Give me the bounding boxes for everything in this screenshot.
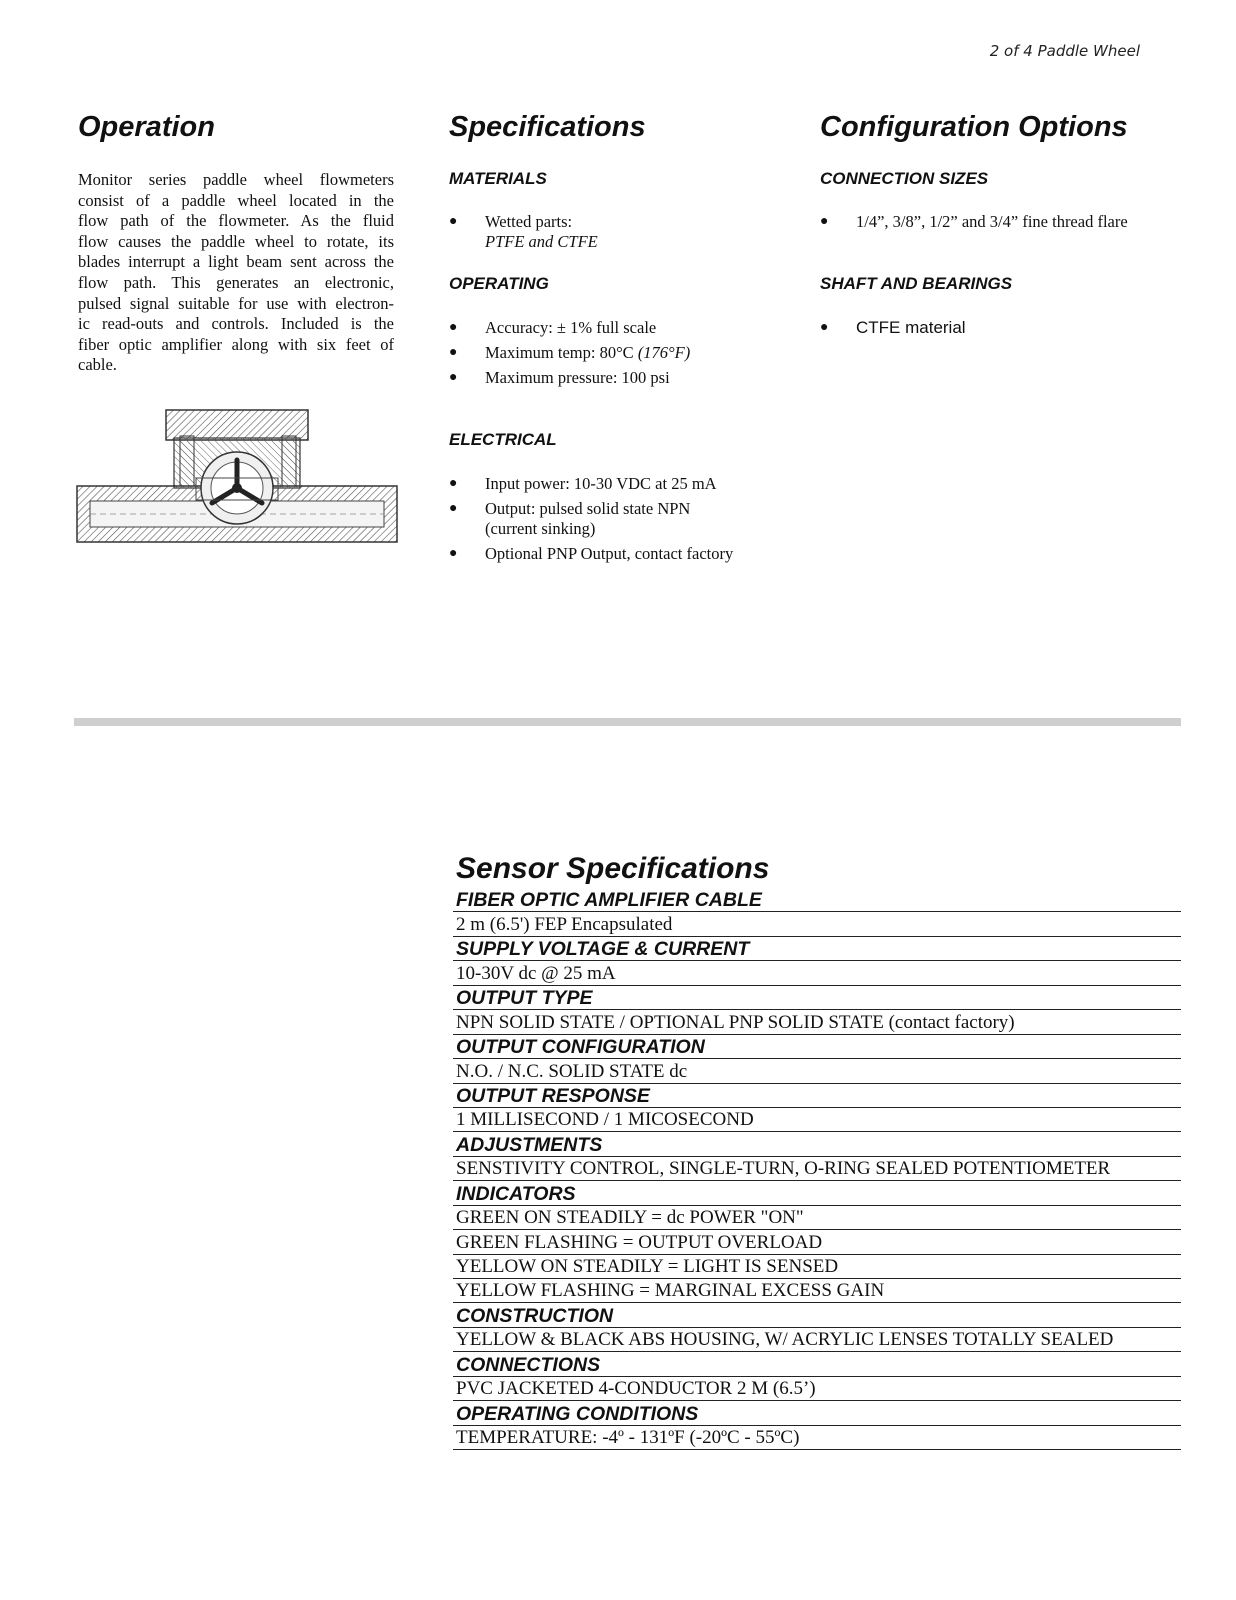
spec-category-heading: INDICATORS	[453, 1181, 1181, 1205]
spec-category-heading: SUPPLY VOLTAGE & CURRENT	[453, 937, 1181, 961]
connection-sizes-list	[820, 212, 1200, 237]
operation-line: flow path. This generates an electronic,	[78, 272, 394, 292]
bullet-icon: ●	[449, 345, 458, 360]
list-item	[820, 318, 1200, 338]
list-item	[449, 212, 789, 252]
operation-description	[78, 170, 394, 376]
spec-value-row: NPN SOLID STATE / OPTIONAL PNP SOLID STATE (contact factory)	[453, 1010, 1181, 1034]
shaft-bearings-text: CTFE material	[856, 318, 966, 337]
output-text: Output: pulsed solid state NPN	[485, 499, 691, 518]
wetted-parts-label: Wetted parts:	[485, 212, 573, 231]
spec-value-row: SENSTIVITY CONTROL, SINGLE-TURN, O-RING SEALED POTENTIOMETER	[453, 1157, 1181, 1181]
spec-value-row: N.O. / N.C. SOLID STATE dc	[453, 1059, 1181, 1083]
bullet-icon: ●	[449, 214, 458, 229]
accuracy-text: Accuracy: ± 1% full scale	[485, 318, 657, 337]
max-temp-text: Maximum temp: 80°C	[485, 343, 638, 362]
spec-value-row: GREEN ON STEADILY = dc POWER "ON"	[453, 1206, 1181, 1230]
connection-sizes-text: 1/4”, 3/8”, 1/2” and 3/4” fine thread flare	[856, 212, 1128, 231]
spec-value-row: GREEN FLASHING = OUTPUT OVERLOAD	[453, 1230, 1181, 1254]
paddle-wheel-cross-section-drawing	[76, 408, 398, 544]
spec-category-heading: ADJUSTMENTS	[453, 1132, 1181, 1156]
spec-value-row: 2 m (6.5') FEP Encapsulated	[453, 912, 1181, 936]
specifications-title: Specifications	[449, 111, 646, 143]
connection-sizes-heading: CONNECTION SIZES	[820, 169, 989, 188]
electrical-list	[449, 474, 789, 569]
list-item	[449, 318, 789, 338]
shaft-bearings-heading: SHAFT AND BEARINGS	[820, 274, 1013, 293]
operation-line: flow causes the paddle wheel to rotate, its	[78, 231, 394, 251]
spec-category-heading: OUTPUT TYPE	[453, 986, 1181, 1010]
max-temp-fahrenheit: (176°F)	[637, 343, 691, 362]
materials-list	[449, 212, 789, 257]
spec-value-row: YELLOW & BLACK ABS HOUSING, W/ ACRYLIC LENSES TOTALLY SEALED	[453, 1328, 1181, 1352]
optional-output-text: Optional PNP Output, contact factory	[485, 544, 734, 563]
operation-line: ic read-outs and controls. Included is the	[78, 314, 394, 334]
bullet-icon: ●	[449, 370, 458, 385]
bullet-icon: ●	[449, 546, 458, 561]
spec-value-row: 1 MILLISECOND / 1 MICOSECOND	[453, 1108, 1181, 1132]
list-item	[449, 368, 789, 388]
operation-line: fiber optic amplifier along with six feet of	[78, 334, 394, 354]
max-pressure-text: Maximum pressure: 100 psi	[485, 368, 670, 387]
operation-line: blades interrupt a light beam sent across the	[78, 252, 394, 272]
operating-list	[449, 318, 789, 393]
bullet-icon: ●	[820, 214, 829, 229]
spec-category-heading: FIBER OPTIC AMPLIFIER CABLE	[453, 888, 1181, 912]
spec-category-heading: CONSTRUCTION	[453, 1303, 1181, 1327]
operation-line: flow path of the flowmeter. As the fluid	[78, 211, 394, 231]
list-item	[449, 544, 789, 564]
spec-category-heading: OPERATING CONDITIONS	[453, 1401, 1181, 1425]
configuration-options-title: Configuration Options	[820, 111, 1128, 143]
operating-heading: OPERATING	[449, 274, 549, 293]
bullet-icon: ●	[449, 476, 458, 491]
list-item	[449, 343, 789, 363]
shaft-bearings-list	[820, 318, 1200, 343]
spec-value-row: PVC JACKETED 4-CONDUCTOR 2 M (6.5’)	[453, 1377, 1181, 1401]
spec-value-row: YELLOW FLASHING = MARGINAL EXCESS GAIN	[453, 1279, 1181, 1303]
sensor-specifications-title: Sensor Specifications	[456, 852, 770, 885]
spec-category-heading: CONNECTIONS	[453, 1352, 1181, 1376]
spec-category-heading: OUTPUT RESPONSE	[453, 1084, 1181, 1108]
bullet-icon: ●	[449, 320, 458, 335]
spec-value-row: 10-30V dc @ 25 mA	[453, 961, 1181, 985]
section-divider	[74, 718, 1181, 726]
operation-line: consist of a paddle wheel located in the	[78, 190, 394, 210]
operation-line: Monitor series paddle wheel flowmeters	[78, 170, 394, 189]
output-text-continued: (current sinking)	[485, 519, 596, 538]
input-power-text: Input power: 10-30 VDC at 25 mA	[485, 474, 717, 493]
electrical-heading: ELECTRICAL	[449, 430, 557, 449]
list-item	[820, 212, 1200, 232]
list-item	[449, 474, 789, 494]
spec-category-heading: OUTPUT CONFIGURATION	[453, 1035, 1181, 1059]
bullet-icon: ●	[449, 501, 458, 516]
wetted-parts-value: PTFE and CTFE	[485, 232, 598, 251]
operation-line: cable.	[78, 355, 117, 375]
spec-value-row: YELLOW ON STEADILY = LIGHT IS SENSED	[453, 1255, 1181, 1279]
spec-value-row: TEMPERATURE: -4º - 131ºF (-20ºC - 55ºC)	[453, 1426, 1181, 1450]
bullet-icon: ●	[820, 320, 829, 335]
sensor-specifications-table	[453, 888, 1181, 1450]
page-number-label: 2 of 4 Paddle Wheel	[989, 42, 1140, 60]
list-item	[449, 499, 789, 539]
operation-title: Operation	[78, 111, 215, 143]
operation-line: pulsed signal suitable for use with electron-	[78, 293, 394, 313]
materials-heading: MATERIALS	[449, 169, 547, 188]
